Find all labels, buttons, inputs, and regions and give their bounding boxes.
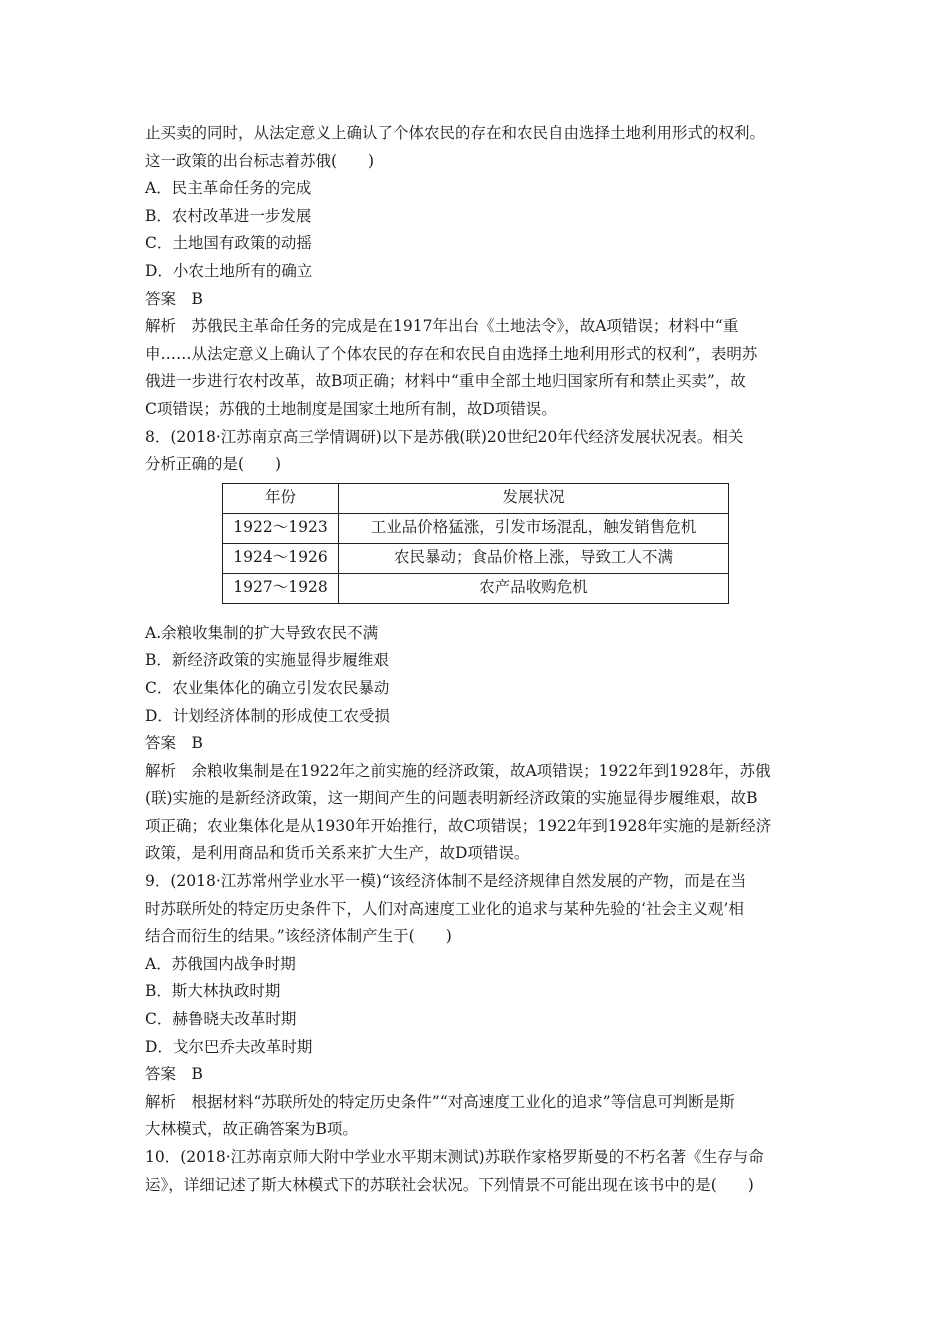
table-cell-year: 1924～1926: [223, 543, 339, 573]
q7-stem-line: 止买卖的同时，从法定意义上确认了个体农民的存在和农民自由选择土地利用形式的权利。: [145, 124, 766, 142]
q8-analysis-line: (联)实施的是新经济政策，这一期间产生的问题表明新经济政策的实施显得步履维艰，故B: [145, 789, 758, 808]
q9-option-a: A．苏俄国内战争时期: [145, 954, 296, 973]
q7-answer: 答案 B: [145, 289, 203, 308]
q10-stem-line: 运》，详细记述了斯大林模式下的苏联社会状况。下列情景不可能出现在该书中的是( ): [145, 1175, 754, 1194]
q8-option-a: A.余粮收集制的扩大导致农民不满: [145, 623, 379, 642]
q9-stem-line: 结合而衍生的结果。”该经济体制产生于( ): [145, 927, 452, 946]
q9-option-b: B．斯大林执政时期: [145, 982, 281, 1001]
table-cell-year: 1927～1928: [223, 573, 339, 603]
q7-option-d: D．小农土地所有的确立: [145, 261, 313, 280]
page-content: [145, 120, 810, 1199]
q7-analysis-line: 申……从法定意义上确认了个体农民的存在和农民自由选择土地利用形式的权利”，表明苏: [145, 344, 758, 363]
q7-analysis-line: 俄进一步进行农村改革，故B项正确；材料中“重申全部土地归国家所有和禁止买卖”，故: [145, 372, 746, 391]
q8-answer: 答案 B: [145, 734, 203, 753]
q10-stem-line: 10．(2018·江苏南京师大附中学业水平期末测试)苏联作家格罗斯曼的不朽名著《生存与命: [145, 1148, 764, 1166]
q7-analysis-line: C项错误；苏俄的土地制度是国家土地所有制，故D项错误。: [145, 399, 557, 418]
spacer: [145, 610, 810, 620]
q9-option-d: D．戈尔巴乔夫改革时期: [145, 1037, 313, 1056]
q8-analysis-line: 解析 余粮收集制是在1922年之前实施的经济政策，故A项错误；1922年到1928年，苏俄: [145, 761, 771, 780]
table-row: [223, 513, 729, 543]
q8-option-b: B．新经济政策的实施显得步履维艰: [145, 651, 389, 670]
q7-option-a: A．民主革命任务的完成: [145, 179, 312, 198]
table-header-year: 年份: [223, 483, 339, 513]
table-cell-status: 工业品价格猛涨，引发市场混乱，触发销售危机: [339, 513, 729, 543]
table-row: [223, 573, 729, 603]
q9-analysis-line: 解析 根据材料“苏联所处的特定历史条件”“对高速度工业化的追求”等信息可判断是斯: [145, 1092, 735, 1111]
table-row: [223, 543, 729, 573]
q8-option-c: C．农业集体化的确立引发农民暴动: [145, 678, 390, 697]
q7-analysis-line: 解析 苏俄民主革命任务的完成是在1917年出台《土地法令》，故A项错误；材料中“重: [145, 317, 739, 336]
q9-option-c: C．赫鲁晓夫改革时期: [145, 1010, 297, 1029]
q8-analysis-line: 项正确；农业集体化是从1930年开始推行，故C项错误；1922年到1928年实施的是新经济: [145, 816, 772, 835]
q8-analysis-line: 政策，是利用商品和货币关系来扩大生产，故D项错误。: [145, 844, 530, 863]
q7-option-b: B．农村改革进一步发展: [145, 206, 312, 225]
q9-stem-line: 时苏联所处的特定历史条件下，人们对高速度工业化的追求与某种先验的‘社会主义观’相: [145, 899, 744, 918]
q8-stem-line: 8．(2018·江苏南京高三学情调研)以下是苏俄(联)20世纪20年代经济发展状况表。相关: [145, 427, 744, 446]
table-header-row: [223, 483, 729, 513]
q8-stem-line: 分析正确的是( ): [145, 455, 282, 474]
q7-stem-line: 这一政策的出台标志着苏俄( ): [145, 151, 375, 170]
table-cell-year: 1922～1923: [223, 513, 339, 543]
q9-answer: 答案 B: [145, 1065, 203, 1084]
q7-option-c: C．土地国有政策的动摇: [145, 234, 312, 253]
q9-stem-line: 9．(2018·江苏常州学业水平一模)“该经济体制不是经济规律自然发展的产物，而是在当: [145, 872, 747, 891]
q9-analysis-line: 大林模式，故正确答案为B项。: [145, 1120, 358, 1139]
table-cell-status: 农民暴动；食品价格上涨，导致工人不满: [339, 543, 729, 573]
table-header-status: 发展状况: [339, 483, 729, 513]
table-cell-status: 农产品收购危机: [339, 573, 729, 603]
q8-option-d: D．计划经济体制的形成使工农受损: [145, 706, 390, 725]
economic-status-table: [222, 483, 729, 604]
